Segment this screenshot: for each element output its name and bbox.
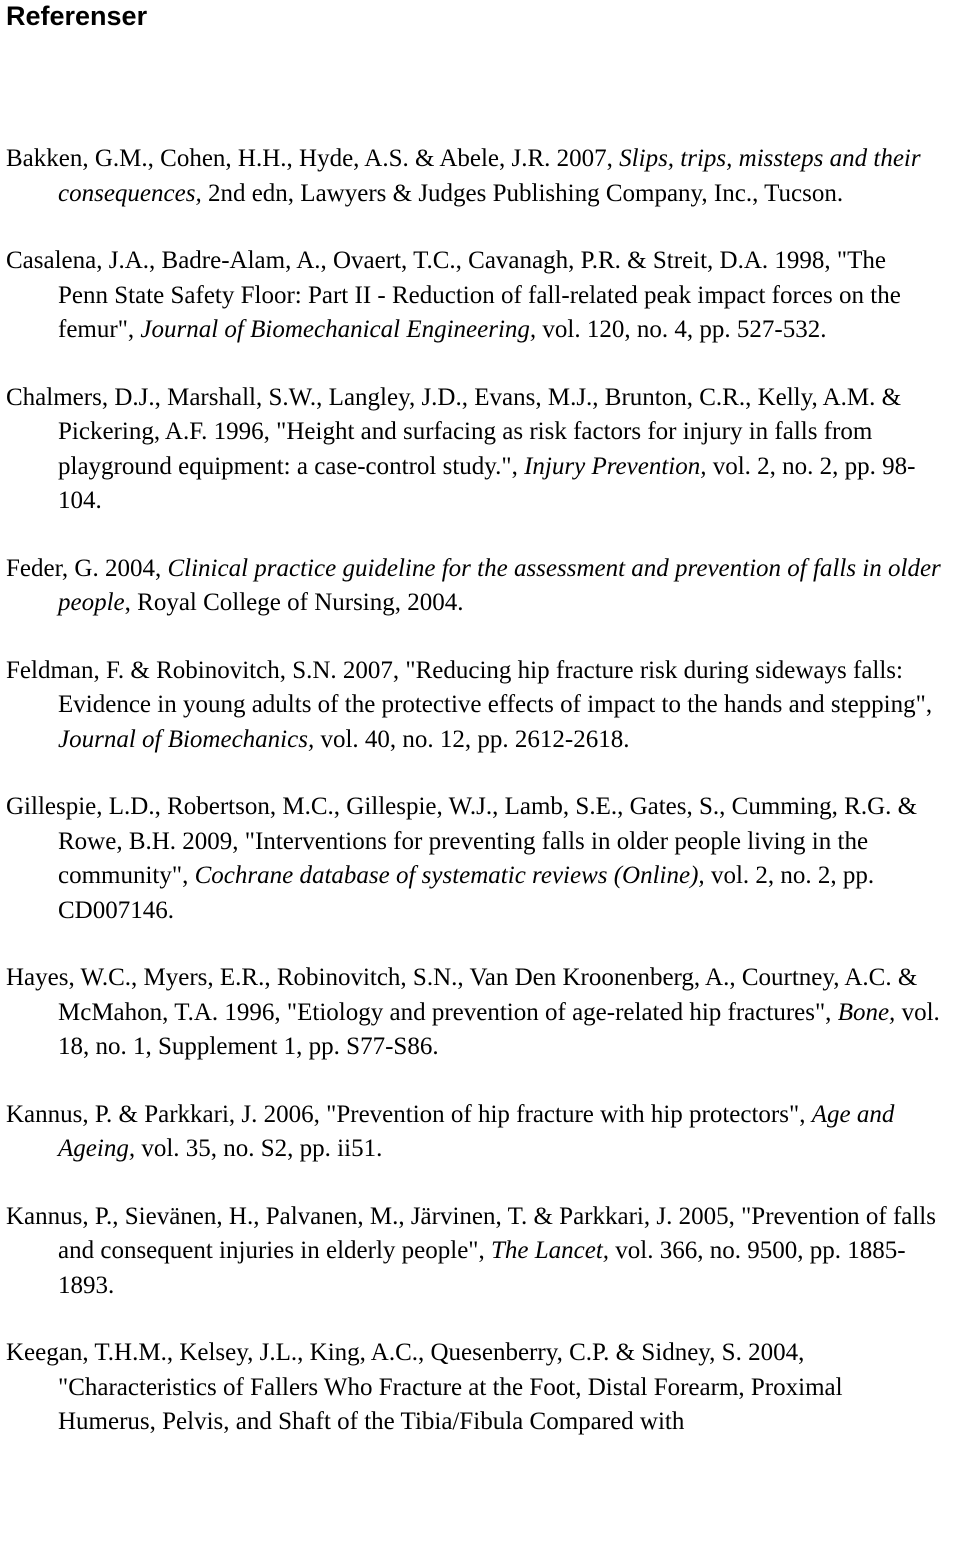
reference-entry: [6, 244, 942, 348]
reference-source-title: Injury Prevention,: [524, 452, 707, 480]
reference-entry: [6, 790, 942, 928]
reference-details: vol. 120, no. 4, pp. 527-532.: [536, 316, 827, 343]
reference-text: Feder, G. 2004,: [6, 554, 168, 582]
reference-details: vol. 18, no. 1, Supplement 1, pp. S77-S86.: [58, 998, 940, 1060]
reference-source-title: Journal of Biomechanical Engineering,: [140, 316, 537, 343]
reference-entry: [6, 961, 942, 1065]
reference-source-title: Journal of Biomechanics,: [58, 725, 315, 753]
reference-details: vol. 2, no. 2, pp. CD007146.: [58, 862, 875, 924]
reference-text: Chalmers, D.J., Marshall, S.W., Langley, J.D., Evans, M.J., Brunton, C.R., Kelly, A.M. & Pickering, A.F. 1996, "Height and surfacing as risk factors for injury in falls from playground equipment: a case-control study.",: [6, 383, 902, 480]
reference-text: Casalena, J.A., Badre-Alam, A., Ovaert, T.C., Cavanagh, P.R. & Streit, D.A. 1998, "The Penn State Safety Floor: Part II - Reduction of fall-related peak impact forces on the femur",: [6, 247, 901, 343]
page-heading: Referenser: [6, 1, 148, 31]
reference-text: Bakken, G.M., Cohen, H.H., Hyde, A.S. & Abele, J.R. 2007,: [6, 145, 620, 172]
reference-details: vol. 2, no. 2, pp. 98-104.: [58, 452, 916, 514]
reference-details: vol. 366, no. 9500, pp. 1885-1893.: [58, 1237, 906, 1299]
reference-source-title: Slips, trips, missteps and their consequences,: [58, 145, 921, 207]
reference-text: Keegan, T.H.M., Kelsey, J.L., King, A.C., Quesenberry, C.P. & Sidney, S. 2004, "Characteristics of Fallers Who Fracture at the Foot, Distal Forearm, Proximal Humerus, Pelvis, and Shaft of the Tibia/Fibula Compared with: [6, 1339, 843, 1435]
reference-source-title: Clinical practice guideline for the assessment and prevention of falls in older people: [58, 554, 941, 616]
reference-details: vol. 40, no. 12, pp. 2612-2618.: [314, 725, 630, 753]
reference-source-title: Cochrane database of systematic reviews (Online),: [194, 862, 705, 889]
reference-source-title: The Lancet,: [491, 1237, 610, 1264]
reference-text: Feldman, F. & Robinovitch, S.N. 2007, "Reducing hip fracture risk during sideways falls: Evidence in young adults of the protective effects of impact to the hands and stepping",: [6, 656, 933, 718]
reference-details: , Royal College of Nursing, 2004.: [124, 589, 464, 616]
reference-source-title: Age and Ageing,: [58, 1100, 895, 1162]
reference-text: Kannus, P., Sievänen, H., Palvanen, M., Järvinen, T. & Parkkari, J. 2005, "Prevention of falls and consequent injuries in elderly people",: [6, 1202, 936, 1264]
reference-entry: [6, 654, 942, 758]
reference-entry: [6, 1200, 942, 1304]
reference-entry: [6, 1098, 942, 1167]
reference-entry: [6, 142, 942, 211]
reference-text: Hayes, W.C., Myers, E.R., Robinovitch, S.N., Van Den Kroonenberg, A., Courtney, A.C. & McMahon, T.A. 1996, "Etiology and prevention of age-related hip fractures",: [6, 964, 918, 1026]
reference-text: Gillespie, L.D., Robertson, M.C., Gillespie, W.J., Lamb, S.E., Gates, S., Cumming, R.G. & Rowe, B.H. 2009, "Interventions for preventing falls in older people living in the community",: [6, 793, 918, 889]
reference-details: 2nd edn, Lawyers & Judges Publishing Company, Inc., Tucson.: [201, 179, 844, 207]
reference-entry: [6, 381, 942, 519]
reference-text: Kannus, P. & Parkkari, J. 2006, "Prevention of hip fracture with hip protectors",: [6, 1100, 812, 1128]
reference-entry: [6, 1336, 942, 1440]
reference-list: [6, 142, 942, 1440]
reference-entry: [6, 552, 942, 621]
reference-source-title: Bone,: [837, 998, 896, 1026]
reference-details: vol. 35, no. S2, pp. ii51.: [135, 1135, 383, 1162]
